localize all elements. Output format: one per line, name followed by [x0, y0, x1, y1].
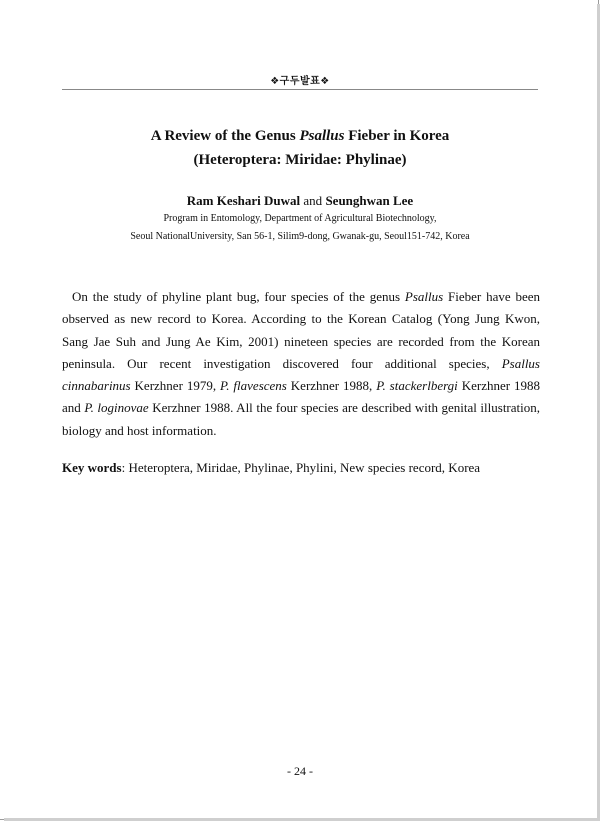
title-line-1: A Review of the Genus Psallus Fieber in Korea [150, 128, 450, 144]
genus-name: Psallus [299, 128, 345, 144]
page-number: - 24 - [287, 764, 313, 778]
affiliation: Program in Entomology, Department of Agricultural Biotechnology, Seoul NationalUniversity, San 56-1, Silim9-dong, Gwanak-gu, Seoul151-742, Korea [130, 213, 470, 242]
header-divider [62, 89, 538, 90]
author-name: Ram Keshari Duwal [186, 193, 301, 208]
paper-title [62, 124, 538, 172]
abstract-text: On the study of phyline plant bug, four species of the genus Psallus Fieber have been observed as new record to Korea. According to the Korean Catalog (Yong Jung Kwon, Sang Jae Suh and Jung Ae Kim, 2001) nineteen species are recorded from the Korean peninsula. Our recent investigation discovered four additional species, Psallus cinnabarinus Kerzhner 1979, P. flavescens Kerzhner 1988, P. stackerlbergi Kerzhner 1988 and P. loginovae Kerzhner 1988. All the four species are described with genital illustration, biology and host information. [62, 289, 540, 438]
title-line-2: (Heteroptera: Miridae: Phylinae) [193, 152, 407, 168]
author-name: Seunghwan Lee [325, 193, 414, 208]
section-header: ❖구두발표❖ [270, 76, 330, 87]
keywords-label: Key words [62, 460, 122, 475]
keywords: Key words: Heteroptera, Miridae, Phylinae, Phylini, New species record, Korea [62, 460, 481, 475]
author-list: Ram Keshari Duwal and Seunghwan Lee [186, 193, 414, 208]
